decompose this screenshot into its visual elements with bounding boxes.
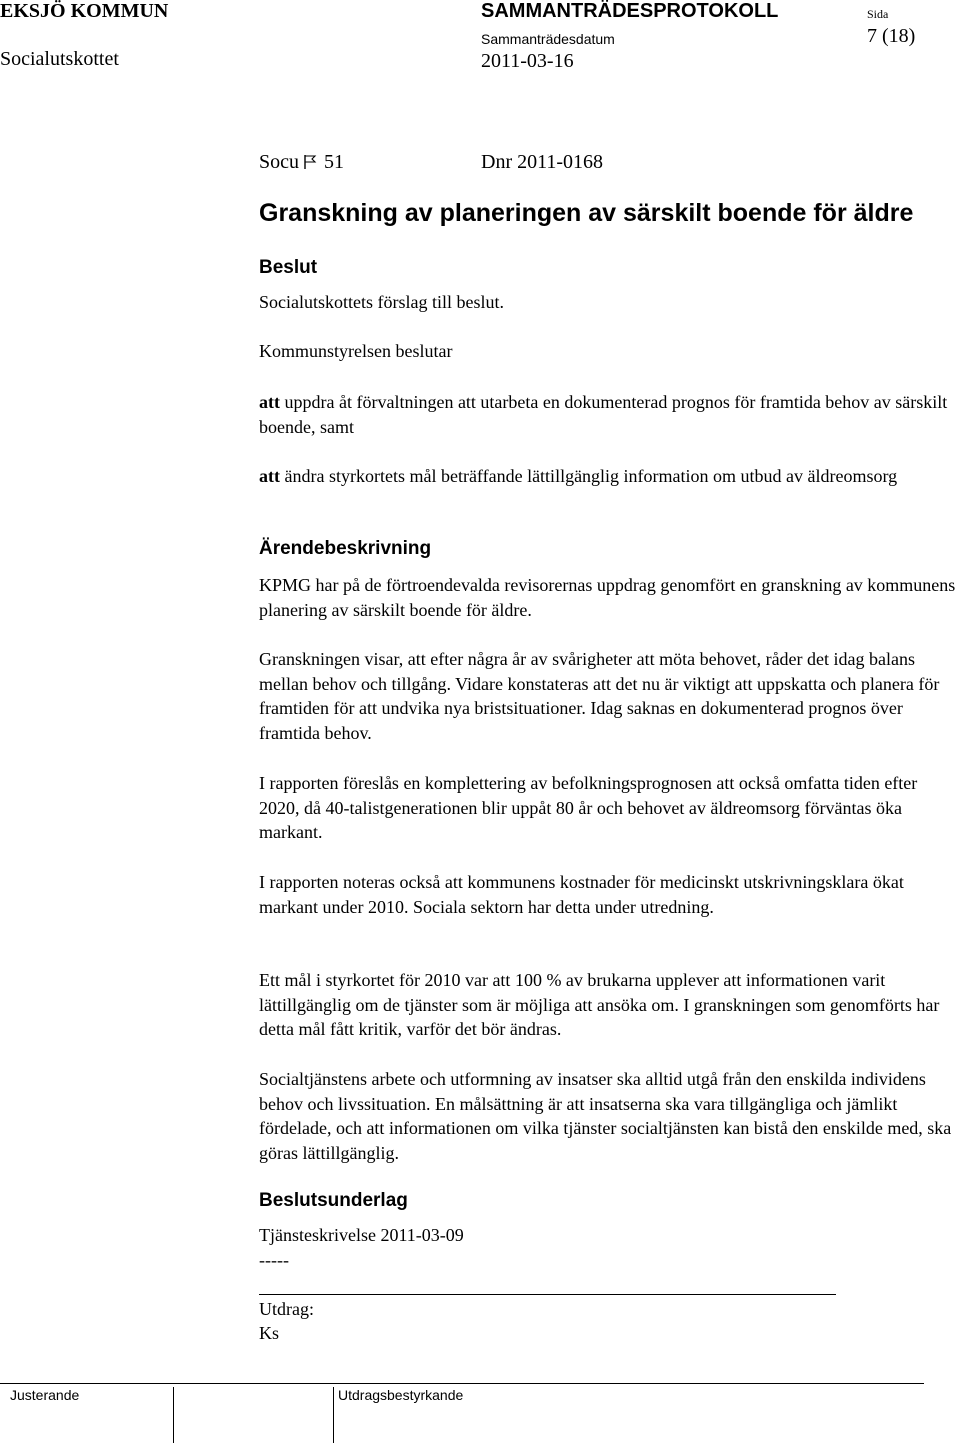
case-reference bbox=[259, 151, 344, 174]
utdrag-recipient: Ks bbox=[259, 1323, 280, 1343]
arende-paragraph: I rapporten noteras också att kommunens kostnader för medicinskt utskrivningsklara ökat markant under 2010. Sociala sektorn har detta under utredning. bbox=[259, 872, 904, 917]
justerande-label: Justerande bbox=[10, 1387, 80, 1403]
beslut-intro: Kommunstyrelsen beslutar bbox=[259, 341, 453, 361]
page-number: 7 (18) bbox=[867, 25, 916, 47]
dashes: ----- bbox=[259, 1250, 289, 1270]
beslut-item bbox=[259, 464, 959, 489]
signature-box-divider bbox=[333, 1387, 334, 1443]
signature-box-divider bbox=[173, 1387, 174, 1443]
arende-paragraph: Ett mål i styrkortet för 2010 var att 100 % av brukarna upplever att informationen varit lättillgänglig om de tjänster som är möjliga att ansöka om. I granskningen som genomförts har detta mål fått kritik, varför det bör ändras. bbox=[259, 970, 940, 1039]
beslut-heading: Beslut bbox=[259, 257, 318, 278]
beslut-item-text: ändra styrkortets mål beträffande lättillgänglig information om utbud av äldreomsorg bbox=[284, 466, 898, 486]
separator-line bbox=[259, 1294, 836, 1295]
case-title: Granskning av planeringen av särskilt boende för äldre bbox=[259, 199, 914, 227]
footer-divider bbox=[0, 1383, 924, 1384]
att-keyword: att bbox=[259, 466, 280, 486]
page-label: Sida bbox=[867, 7, 889, 21]
arende-paragraph: I rapporten föreslås en komplettering av befolkningsprognosen att också omfatta tiden efter 2020, då 40-talistgenerationen blir uppåt 80 år och behovet av äldreomsorg förväntas öka markant. bbox=[259, 773, 918, 842]
meeting-date: 2011-03-16 bbox=[481, 50, 574, 72]
section-label: Socu bbox=[259, 151, 299, 173]
att-keyword: att bbox=[259, 392, 280, 412]
arende-paragraph: KPMG har på de förtroendevalda revisorernas uppdrag genomfört en granskning av kommunens planering av särskilt boende för äldre. bbox=[259, 575, 956, 620]
beslutsunderlag-heading: Beslutsunderlag bbox=[259, 1190, 408, 1211]
case-dnr: Dnr 2011-0168 bbox=[481, 151, 604, 173]
paragraph-mark-icon bbox=[303, 154, 317, 170]
beslut-item-text: uppdra åt förvaltningen att utarbeta en dokumenterad prognos för framtida behov av särskilt boende, samt bbox=[259, 392, 948, 437]
arende-heading: Ärendebeskrivning bbox=[259, 538, 432, 559]
arende-paragraph: Socialtjänstens arbete och utformning av insatser ska alltid utgå från den enskilda individens behov och livssituation. En målsättning är att insatserna ska vara tillgängliga och jämlikt fördelade, och att informationen om vilka tjänster socialtjänsten kan bistå den enskilde med, ska göras lättillgänglig. bbox=[259, 1069, 952, 1163]
document-type: SAMMANTRÄDESPROTOKOLL bbox=[481, 0, 779, 22]
arende-paragraph: Granskningen visar, att efter några år av svårigheter att möta behovet, råder det idag balans mellan behov och tillgång. Vidare konstateras att det nu är viktigt att uppskatta och planera för framtiden för att undvika nya bristsituationer. Idag saknas en dokumenterad prognos över framtida behov. bbox=[259, 649, 940, 743]
committee-name: Socialutskottet bbox=[0, 48, 119, 70]
municipality-name: EKSJÖ KOMMUN bbox=[0, 0, 169, 22]
utdrag-label: Utdrag: bbox=[259, 1299, 314, 1319]
meeting-date-label: Sammanträdesdatum bbox=[481, 31, 615, 47]
utdragsbestyrkande-label: Utdragsbestyrkande bbox=[338, 1387, 464, 1403]
beslut-item bbox=[259, 390, 959, 439]
underlag-item: Tjänsteskrivelse 2011-03-09 bbox=[259, 1225, 464, 1245]
section-number: 51 bbox=[324, 151, 344, 173]
beslut-proposal: Socialutskottets förslag till beslut. bbox=[259, 292, 504, 312]
